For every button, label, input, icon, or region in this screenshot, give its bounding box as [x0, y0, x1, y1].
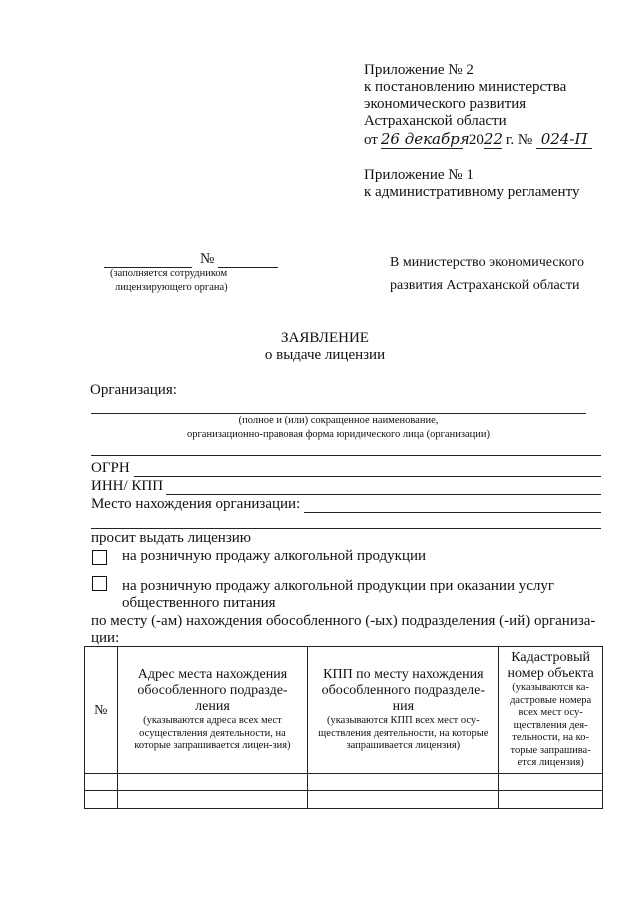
appendix-line: экономического развития — [364, 96, 527, 112]
catering-option-label: на розничную продажу алкогольной продукции при оказании услуг — [122, 578, 555, 594]
appendix-line: Астраханской области — [364, 113, 507, 129]
header-address — [117, 647, 308, 774]
header-kpp-note: (указываются КПП всех мест осу-ществления деятельности, на которые запрашивается лицензия) — [318, 715, 489, 752]
organization-label: Организация: — [90, 382, 177, 398]
table-cell[interactable] — [85, 774, 118, 791]
appendix-line: к постановлению министерства — [364, 79, 567, 95]
header-number: № — [85, 647, 118, 774]
header-kpp-title: КПП по месту нахождения обособленного подразделе-ния — [321, 667, 486, 715]
organization-field-2 — [91, 455, 601, 456]
reg-note: лицензирующего органа) — [115, 282, 228, 293]
number-symbol: № — [200, 251, 215, 267]
table-cell[interactable] — [117, 791, 308, 809]
location-field-2 — [91, 528, 601, 529]
year-suffix: г. № — [505, 132, 533, 148]
catering-checkbox[interactable] — [92, 576, 107, 591]
request-text: просит выдать лицензию — [91, 530, 251, 546]
table-cell[interactable] — [308, 791, 499, 809]
header-cadastral-note: (указываются ка-дастровые номера всех мест осу-ществления дея-тельности, на ко-торые запрашива-ется лицензия) — [510, 682, 592, 769]
table-cell[interactable] — [499, 774, 603, 791]
organization-note: организационно-правовая форма юридического лица (организации) — [187, 429, 490, 440]
table-header-row — [85, 647, 603, 774]
reg-note: (заполняется сотрудником — [110, 268, 228, 279]
header-cadastral — [499, 647, 603, 774]
inn-kpp-label: ИНН/ КПП — [91, 478, 164, 494]
table-row — [85, 791, 603, 809]
organization-note: (полное и (или) сокращенное наименование, — [238, 415, 439, 426]
branches-table — [84, 646, 603, 809]
addressee-line: развития Астраханской области — [390, 278, 580, 293]
ogrn-field — [134, 476, 601, 477]
header-address-title: Адрес места нахождения обособленного подразде-ления — [137, 667, 288, 715]
appendix-title: Приложение № 2 — [364, 62, 474, 78]
inn-kpp-field — [166, 494, 601, 495]
retail-checkbox[interactable] — [92, 550, 107, 565]
header-address-note: (указываются адреса всех мест осуществления деятельности, на которые запрашивается лицен-зия) — [134, 715, 291, 752]
table-cell[interactable] — [117, 774, 308, 791]
document-title: ЗАЯВЛЕНИЕ — [281, 330, 369, 346]
appendix-date-line — [364, 131, 592, 149]
handwritten-year: 22 — [483, 130, 503, 148]
header-kpp — [308, 647, 499, 774]
location-field — [304, 512, 601, 513]
branch-text: по месту (-ам) нахождения обособленного (-ых) подразделения (-ий) организа- — [91, 613, 596, 629]
table-row — [85, 774, 603, 791]
branch-text: ции: — [91, 630, 120, 646]
location-label: Место нахождения организации: — [91, 496, 301, 512]
document-subtitle: о выдаче лицензии — [264, 347, 386, 363]
table-cell[interactable] — [308, 774, 499, 791]
year-prefix: 20 — [468, 132, 484, 148]
addressee-line: В министерство экономического — [390, 255, 585, 270]
appendix-title: Приложение № 1 — [364, 167, 474, 183]
organization-field — [91, 413, 586, 414]
ogrn-label: ОГРН — [91, 460, 130, 476]
handwritten-date: 26 декабря — [380, 130, 470, 148]
appendix-line: к административному регламенту — [364, 184, 580, 200]
handwritten-number: 024-П — [536, 131, 592, 149]
retail-option-label: на розничную продажу алкогольной продукции — [122, 548, 427, 564]
table-cell[interactable] — [499, 791, 603, 809]
catering-option-label: общественного питания — [122, 595, 276, 611]
table-cell[interactable] — [85, 791, 118, 809]
header-cadastral-title: Кадастровый номер объекта — [507, 650, 594, 682]
date-prefix: от — [364, 132, 378, 148]
